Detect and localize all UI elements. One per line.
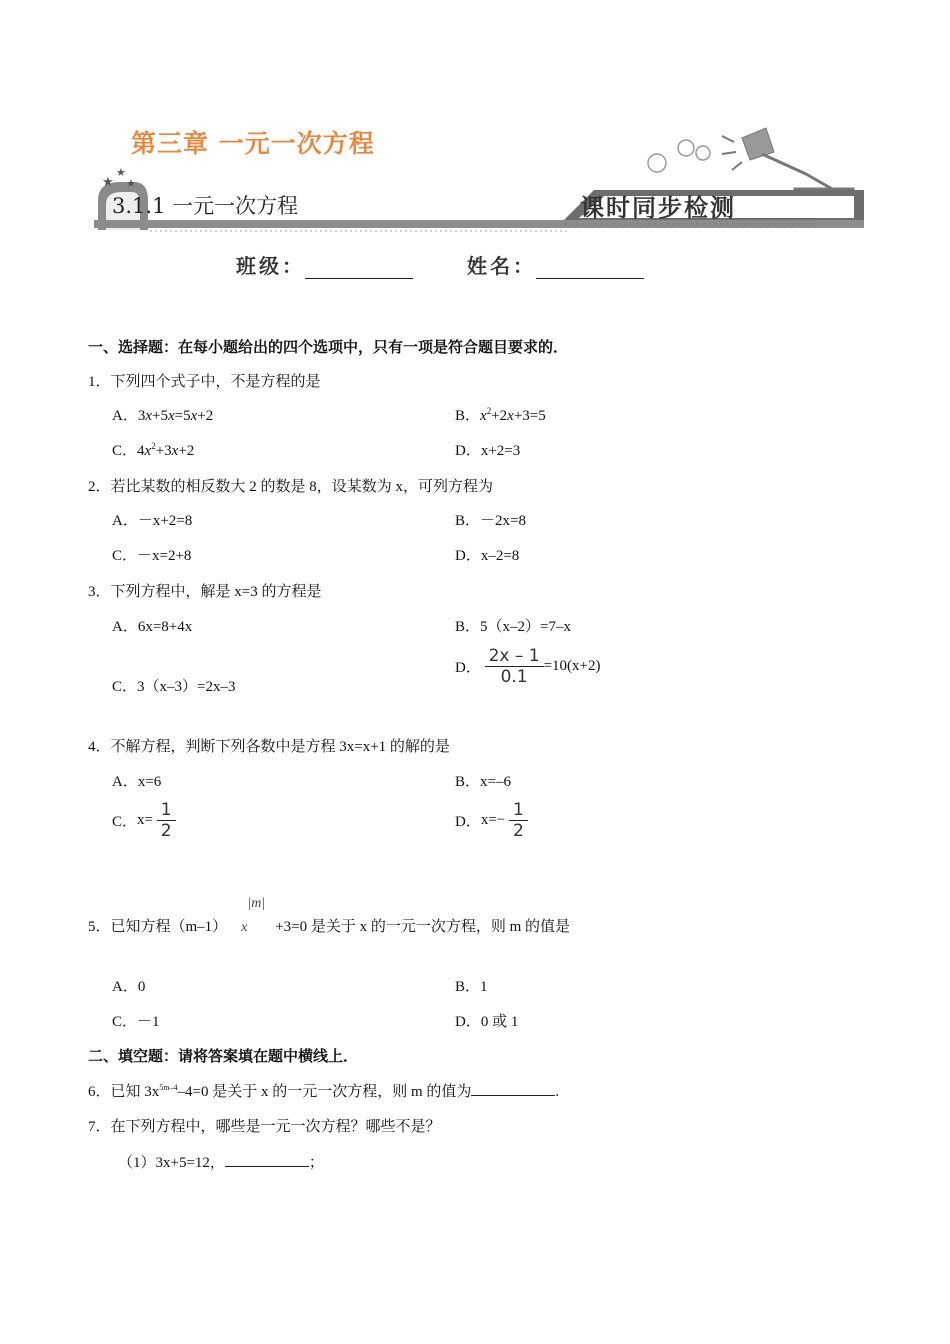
q7-stem: 7．在下列方程中，哪些是一元一次方程？哪些不是？	[88, 1119, 441, 1135]
q2-option-b	[455, 509, 526, 530]
option-label: B．	[455, 619, 481, 635]
answer-blank[interactable]	[471, 1081, 555, 1096]
desk-lamp-icon	[722, 128, 854, 198]
option-text: －1	[137, 1014, 160, 1030]
bubble-icon	[678, 140, 694, 156]
option-text: x=–6	[480, 774, 511, 790]
option-text: 5（x–2）=7–x	[480, 619, 571, 635]
option-label: B．	[455, 513, 481, 529]
svg-text:★: ★	[116, 167, 126, 179]
q5-option-a	[112, 975, 145, 996]
option-text: =10(x+2)	[543, 658, 601, 674]
name-blank[interactable]	[536, 258, 644, 279]
option-text: x+2=3	[480, 443, 521, 459]
option-text: x–2=8	[480, 548, 520, 564]
q4-option-b	[455, 770, 511, 791]
option-prefix: x=	[137, 812, 153, 828]
name-label: 姓名：	[467, 254, 536, 278]
q3-option-b	[455, 615, 571, 636]
option-label: C．	[112, 443, 138, 459]
option-label: C．	[112, 679, 138, 695]
class-label: 班级：	[236, 254, 305, 278]
bubble-icon	[696, 146, 710, 160]
q1-option-c: C．$4x^2+3x+2$	[112, 441, 195, 459]
part2-heading: 二、填空题：请将答案填在题中横线上．	[88, 1047, 359, 1065]
q2-option-d	[455, 544, 519, 565]
option-label: A．	[112, 513, 138, 529]
option-text: 3（x–3）=2x–3	[137, 679, 236, 695]
q5-option-b	[455, 975, 488, 996]
q1-option-d	[455, 439, 520, 460]
section-title: 3.1.1 一元一次方程	[112, 194, 299, 218]
q5-stem: 5．已知方程（m–1） x|m|+3=0 是关于 x 的一元一次方程，则 m 的值是	[88, 896, 571, 935]
q1-stem: 1．下列四个式子中，不是方程的是	[88, 374, 321, 390]
option-text: 0 或 1	[480, 1014, 519, 1030]
option-label: B．	[455, 774, 481, 790]
q3-option-d	[455, 646, 601, 687]
q4-option-c	[112, 800, 176, 841]
answer-blank[interactable]	[225, 1152, 309, 1167]
option-prefix: x=−	[480, 812, 506, 828]
q3-option-a	[112, 615, 192, 636]
bubble-icon	[648, 154, 666, 172]
option-text: 0	[137, 979, 146, 995]
fraction: $\frac{1}{2}$	[157, 800, 176, 841]
svg-text:★: ★	[126, 178, 136, 190]
option-label: C．	[112, 1014, 138, 1030]
brand-label: 课时同步检测	[580, 193, 736, 222]
option-text: －x+2=8	[137, 513, 193, 529]
q4-option-d	[455, 800, 528, 841]
q4-stem: 4．不解方程，判断下列各数中是方程 3x=x+1 的解的是	[88, 739, 450, 755]
option-text: －2x=8	[480, 513, 526, 529]
option-label: D．	[455, 1014, 481, 1030]
q3-option-c	[112, 675, 235, 696]
option-label: D．	[455, 548, 481, 564]
option-label: D．	[455, 443, 481, 459]
name-field	[467, 250, 644, 279]
q3-stem: 3．下列方程中，解是 x=3 的方程是	[88, 584, 322, 600]
option-text: －x=2+8	[137, 548, 192, 564]
option-label: C．	[112, 814, 138, 830]
power-exponent: |m|	[247, 896, 266, 911]
option-label: A．	[112, 774, 138, 790]
option-label: B．	[455, 979, 481, 995]
chapter-title: 第三章 一元一次方程	[131, 129, 375, 158]
option-label: A．	[112, 408, 138, 424]
q1-option-a: A．3x+5x=5x+2	[112, 408, 214, 424]
fraction: $\frac{2x - 1}{0.1}$	[485, 646, 544, 687]
fraction: $\frac{1}{2}$	[509, 800, 528, 841]
q2-option-c	[112, 544, 191, 565]
q6-stem: 6．已知 $3x^{5m-4}-4=0$ 是关于 x 的一元一次方程，则 m 的值为 .	[88, 1083, 560, 1100]
q2-stem: 2．若比某数的相反数大 2 的数是 8，设某数为 x，可列方程为	[88, 479, 494, 495]
option-text: 6x=8+4x	[137, 619, 193, 635]
class-blank[interactable]	[305, 258, 413, 279]
q5-option-c	[112, 1010, 160, 1031]
option-label: C．	[112, 548, 138, 564]
option-label: A．	[112, 979, 138, 995]
option-text: x=6	[137, 774, 162, 790]
class-field	[236, 250, 413, 279]
option-label: D．	[455, 814, 481, 830]
exponent: 5m–4	[159, 1083, 178, 1092]
q4-option-a	[112, 770, 161, 791]
part1-heading: 一、选择题：在每小题给出的四个选项中，只有一项是符合题目要求的．	[88, 338, 569, 356]
power-base: x	[241, 920, 248, 935]
q1-option-b: B．$x^2+2x+3=5$	[455, 406, 546, 424]
q5-option-d	[455, 1010, 518, 1031]
option-label: B．	[455, 408, 481, 424]
option-text: 1	[480, 979, 488, 995]
option-label: A．	[112, 619, 138, 635]
q2-option-a	[112, 509, 192, 530]
option-label: D．	[455, 660, 481, 676]
svg-text:★: ★	[102, 174, 114, 189]
q7-item-1: （1）3x+5=12， ；	[118, 1151, 324, 1172]
